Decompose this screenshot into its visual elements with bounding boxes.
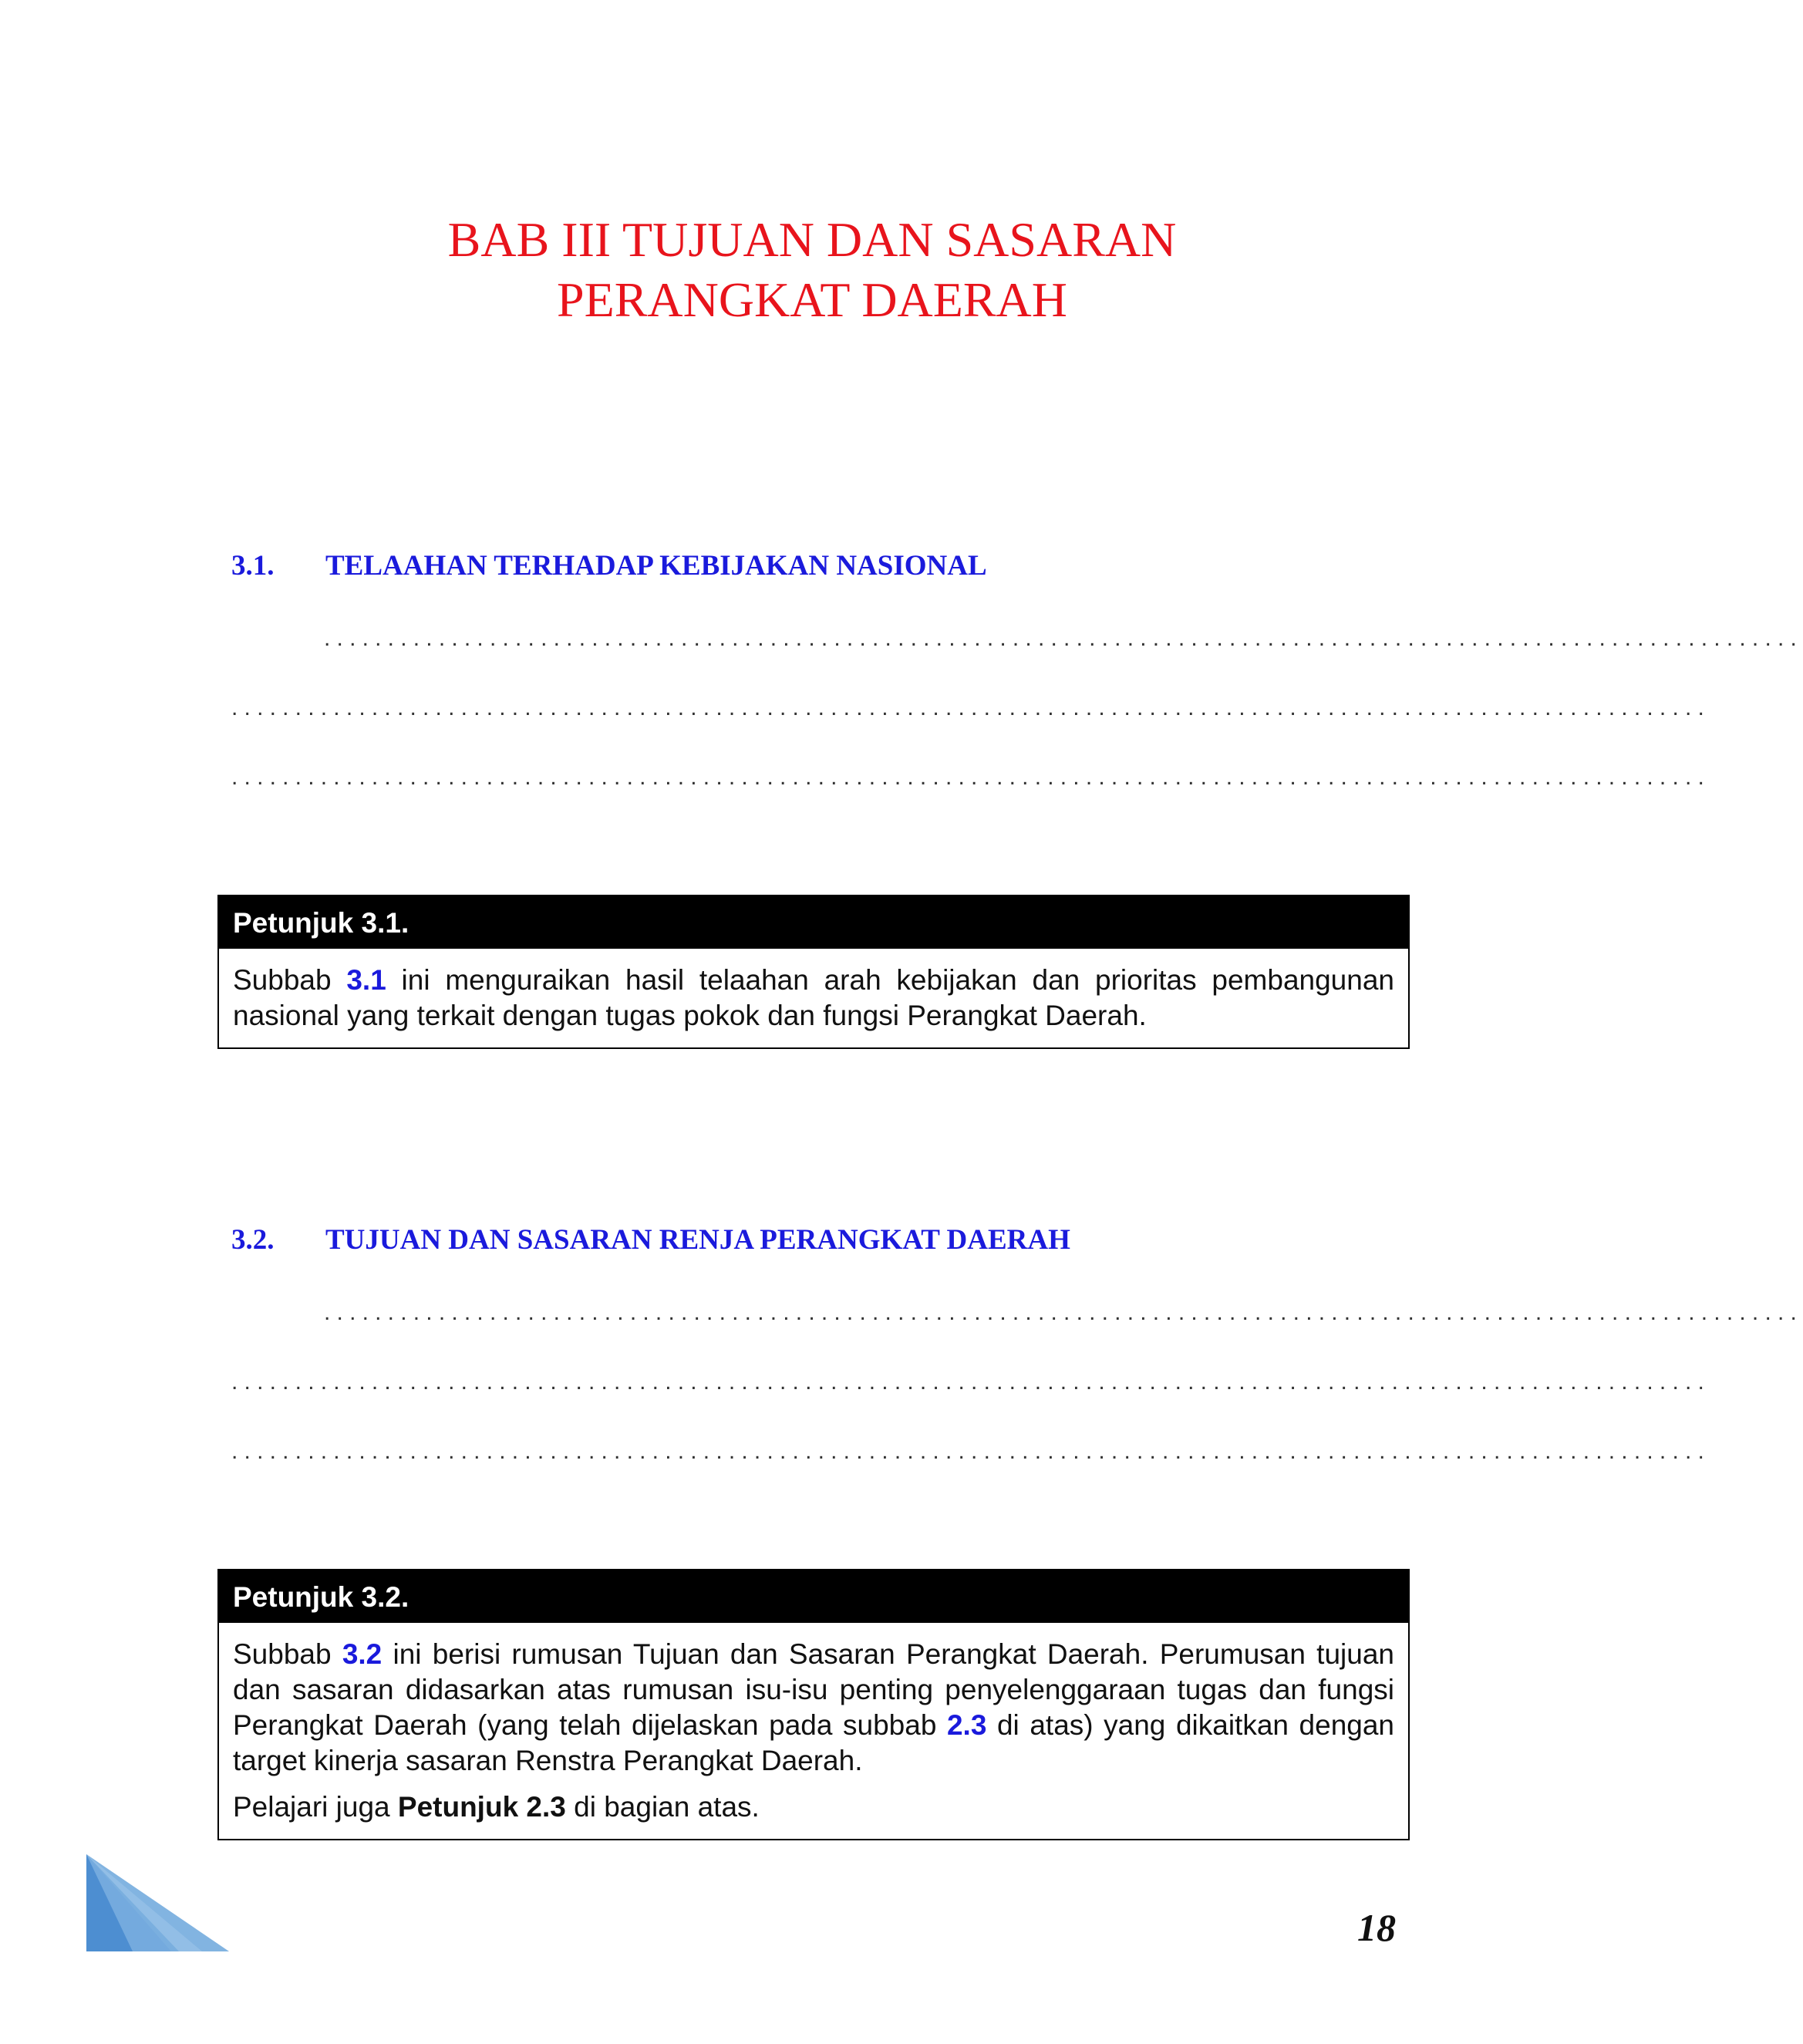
petunjuk-reference: Petunjuk 2.3 [397, 1791, 566, 1823]
subsection-reference: 2.3 [946, 1709, 987, 1741]
note-paragraph [233, 963, 1394, 1034]
subsection-reference: 3.2 [342, 1638, 383, 1670]
note-text: di bagian atas. [565, 1791, 760, 1823]
placeholder-dots-line: .................................................................................................................... [324, 1300, 1803, 1325]
placeholder-dots-line: .................................................................................................................... [231, 1369, 1711, 1395]
note-text: Subbab [233, 1638, 342, 1670]
placeholder-dots-line: .................................................................................................................... [324, 626, 1803, 651]
section-number: 3.2. [231, 1224, 275, 1256]
chapter-title-line-1: BAB III TUJUAN DAN SASARAN [447, 212, 1177, 267]
note-box-3-1 [217, 895, 1410, 1049]
note-title: Petunjuk 3.1. [219, 896, 1408, 949]
note-text: Subbab [233, 964, 347, 996]
section-title: TUJUAN DAN SASARAN RENJA PERANGKAT DAERAH [325, 1224, 1070, 1256]
placeholder-dots-line: .................................................................................................................... [231, 1439, 1711, 1464]
note-body [219, 1623, 1408, 1839]
subsection-reference: 3.1 [346, 964, 386, 996]
note-box-3-2 [217, 1569, 1410, 1840]
note-paragraph [233, 1637, 1394, 1779]
corner-decoration-icon [86, 1854, 229, 1951]
note-title: Petunjuk 3.2. [219, 1570, 1408, 1623]
chapter-title [0, 210, 1624, 330]
note-text: di atas) yang dikaitkan dengan target kinerja sasaran Renstra Perangkat Daerah. [233, 1709, 1395, 1776]
note-text: ini berisi rumusan Tujuan dan Sasaran Perangkat Daerah. Perumusan tujuan dan sasaran didasarkan atas rumusan isu-isu penting penyelenggaraan tugas dan fungsi Perangkat Daerah (yang telah dijelaskan pada subbab [233, 1638, 1394, 1741]
page-number: 18 [1357, 1906, 1396, 1949]
chapter-title-line-2: PERANGKAT DAERAH [557, 272, 1067, 327]
placeholder-dots-line: .................................................................................................................... [231, 695, 1711, 720]
section-number: 3.1. [231, 550, 275, 582]
section-title: TELAAHAN TERHADAP KEBIJAKAN NASIONAL [325, 550, 987, 582]
note-paragraph [233, 1789, 1394, 1825]
note-text: Pelajari juga [233, 1791, 398, 1823]
note-body [219, 949, 1408, 1047]
placeholder-dots-line: .................................................................................................................... [231, 764, 1711, 790]
note-text: ini menguraikan hasil telaahan arah kebijakan dan prioritas pembangunan nasional yang terkait dengan tugas pokok dan fungsi Perangkat Daerah. [233, 964, 1394, 1031]
